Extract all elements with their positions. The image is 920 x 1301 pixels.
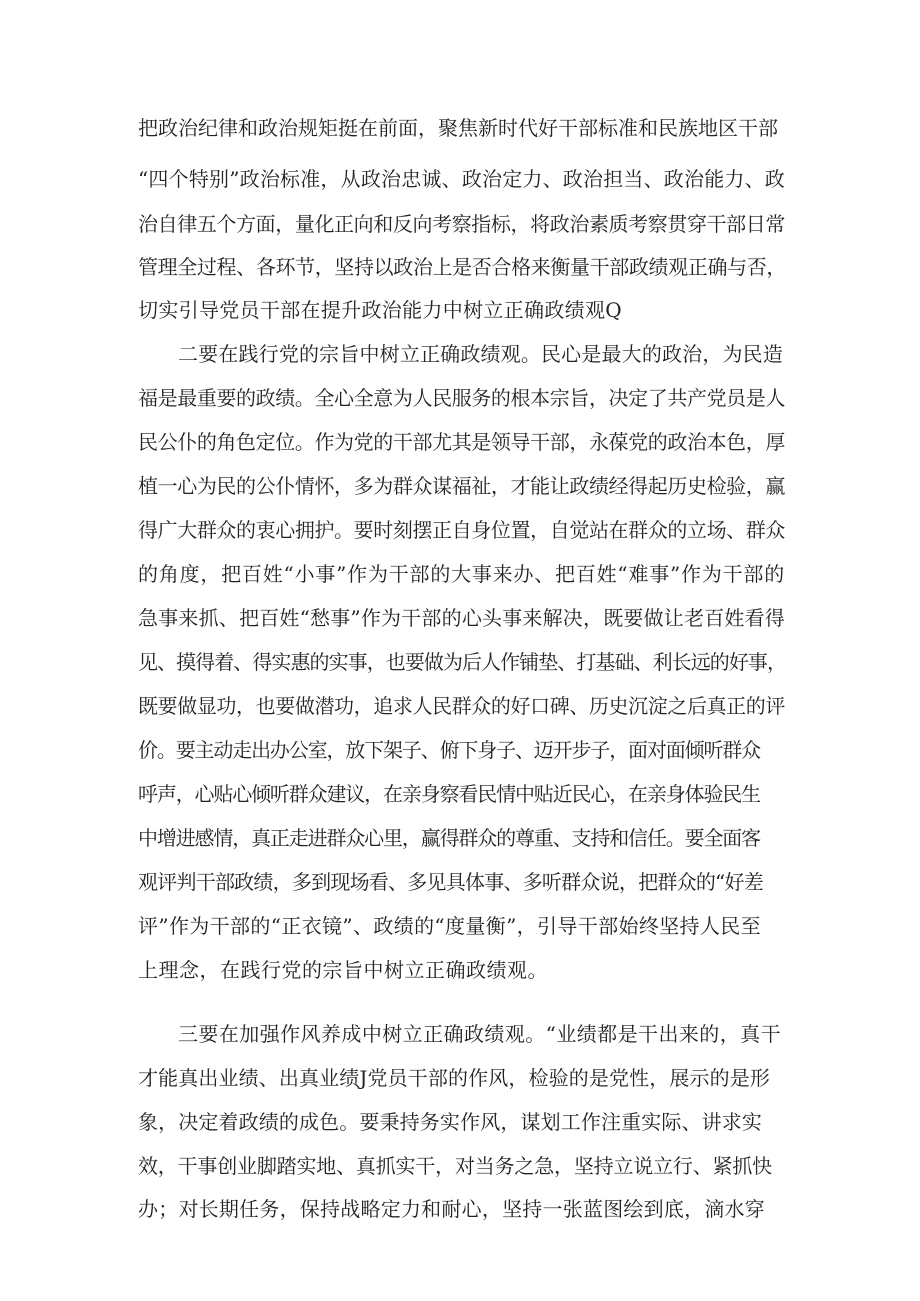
text-line: 才能真出业绩、出真业绩J党员干部的作风，检验的是党性，展示的是形 — [138, 1066, 770, 1090]
text-line: 办；对长期任务，保持战略定力和耐心，坚持一张蓝图绘到底，滴水穿 — [138, 1197, 766, 1221]
text-line: 上理念，在践行党的宗旨中树立正确政绩观。 — [138, 958, 548, 982]
text-line: 治自律五个方面，量化正向和反向考察指标，将政治素质考察贯穿干部日常 — [138, 212, 785, 236]
text-line: 三要在加强作风养成中树立正确政绩观。“业绩都是干出来的，真干 — [178, 1022, 782, 1046]
text-line: 既要做显功，也要做潜功，追求人民群众的好口碑、历史沉淀之后真正的评 — [138, 694, 785, 718]
text-line: 植一心为民的公仆情怀，多为群众谋福祉，才能让政绩经得起历史检验，赢 — [138, 474, 785, 498]
text-line: 管理全过程、各环节，坚持以政治上是否合格来衡量干部政绩观正确与否， — [138, 255, 786, 279]
text-line: 观评判干部政绩，多到现场看、多见具体事、多听群众说，把群众的“好差 — [138, 870, 763, 894]
text-line: 见、摸得着、得实惠的实事，也要做为后人作铺垫、打基础、利长远的好事， — [138, 650, 787, 674]
text-line: 切实引导党员干部在提升政治能力中树立正确政绩观Q — [138, 298, 622, 322]
text-line: 民公仆的角色定位。作为党的干部尤其是领导干部，永葆党的政治本色，厚 — [138, 430, 785, 454]
text-line: 效，干事创业脚踏实地、真抓实干，对当务之急，坚持立说立行、紧抓快 — [138, 1154, 772, 1178]
text-line: 中增进感情，真正走进群众心里，赢得群众的尊重、支持和信任。要全面客 — [138, 826, 760, 850]
text-line: 象，决定着政绩的成色。要秉持务实作风，谋划工作注重实际、讲求实 — [138, 1110, 762, 1134]
text-line: 得广大群众的衷心拥护。要时刻摆正自身位置，自觉站在群众的立场、群众 — [138, 518, 785, 542]
text-line: 呼声，心贴心倾听群众建议，在亲身察看民情中贴近民心，在亲身体验民生 — [138, 782, 760, 806]
text-line: 把政治纪律和政治规矩挺在前面，聚焦新时代好干部标准和民族地区干部 — [138, 116, 778, 140]
text-line: 二要在践行党的宗旨中树立正确政绩观。民心是最大的政治，为民造 — [178, 342, 784, 366]
text-line: 价。要主动走出办公室，放下架子、俯下身子、迈开步子，面对面倾听群众 — [138, 738, 760, 762]
text-line: 的角度，把百姓“小事”作为干部的大事来办、把百姓“难事”作为干部的 — [138, 562, 786, 586]
text-line: 福是最重要的政绩。全心全意为人民服务的根本宗旨，决定了共产党员是人 — [138, 386, 785, 410]
text-line: 急事来抓、把百姓“愁事”作为干部的心头事来解决，既要做让老百姓看得 — [138, 606, 785, 630]
text-line: “四个特别”政治标准，从政治忠诚、政治定力、政治担当、政治能力、政 — [138, 167, 785, 191]
text-line: 评”作为干部的“正衣镜”、政绩的“度量衡”，引导干部始终坚持人民至 — [138, 914, 762, 938]
